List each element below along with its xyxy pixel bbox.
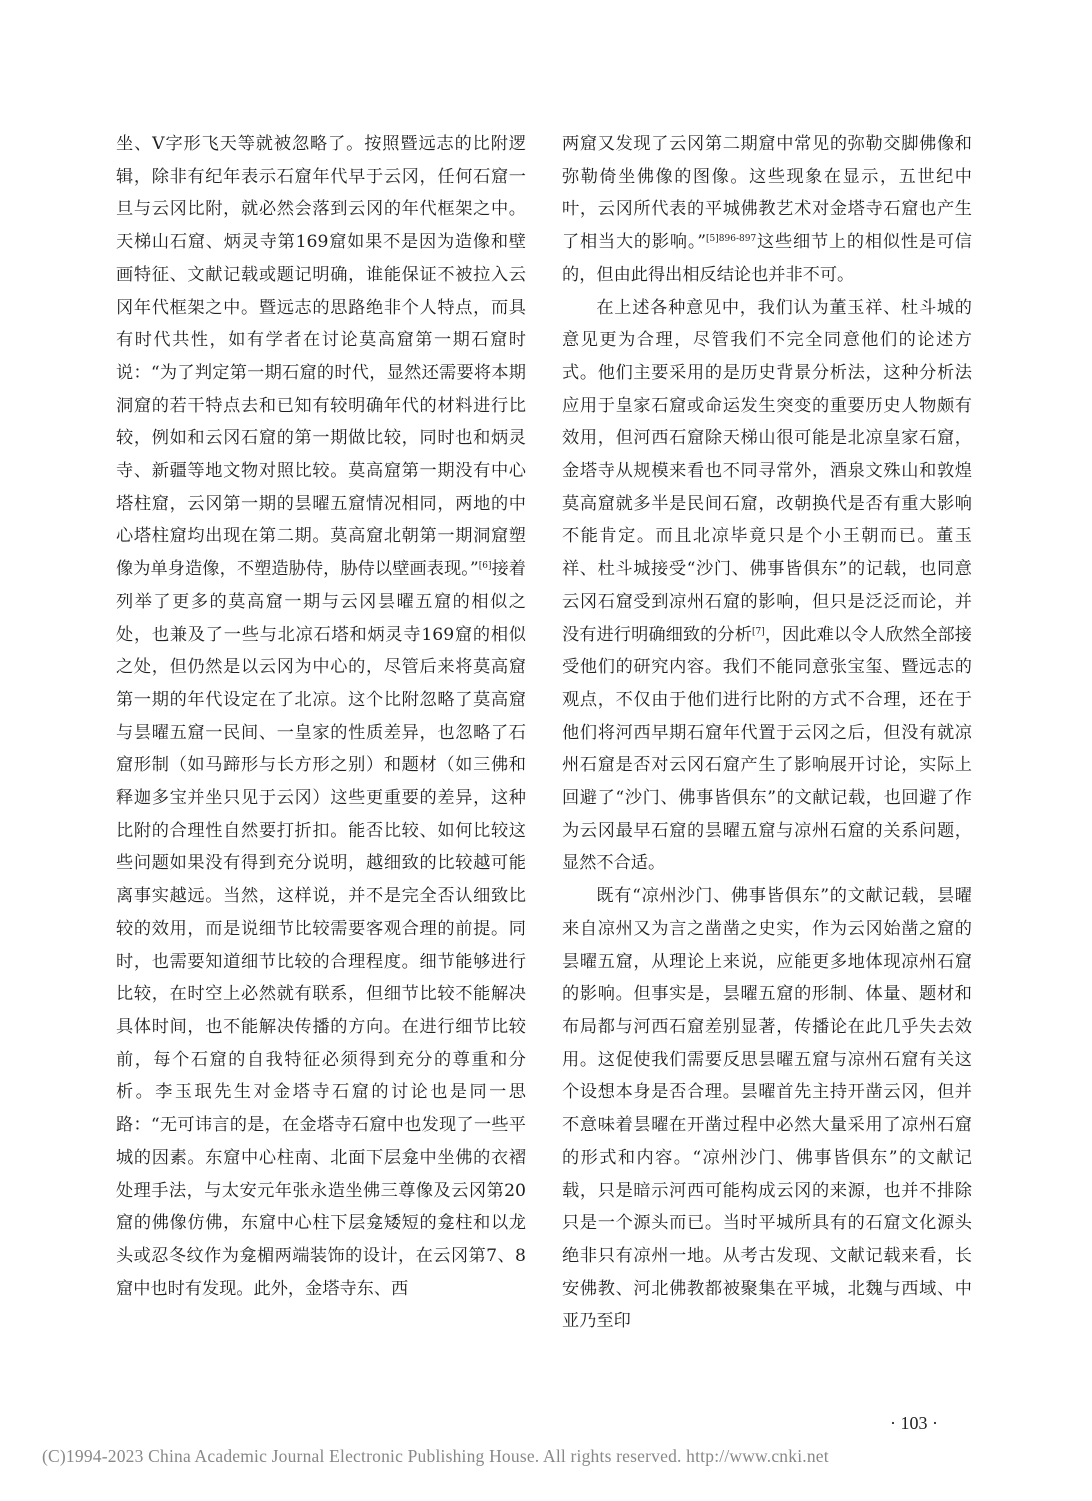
paragraph-text: 两窟又发现了云冈第二期窟中常见的弥勒交脚佛像和弥勒倚坐佛像的图像。这些现象在显示，五世纪中叶，云冈所代表的平城佛教艺术对金塔寺石窟也产生了相当大的影响。” [562,134,972,253]
paragraph [562,128,972,292]
paragraph [562,292,972,881]
paragraph: 既有“凉州沙门、佛事皆俱东”的文献记载，昙曜来自凉州又为言之凿凿之史实，作为云冈始凿之窟的昙曜五窟，从理论上来说，应能更多地体现凉州石窟的影响。但事实是，昙曜五窟的形制、体量、题材和布局都与河西石窟差别显著，传播论在此几乎失去效用。这促使我们需要反思昙曜五窟与凉州石窟有关这个设想本身是否合理。昙曜首先主持开凿云冈，但并不意味着昙曜在开凿过程中必然大量采用了凉州石窟的形式和内容。“凉州沙门、佛事皆俱东”的文献记载，只是暗示河西可能构成云冈的来源，也并不排除只是一个源头而已。当时平城所具有的石窟文化源头绝非只有凉州一地。从考古发现、文献记载来看，长安佛教、河北佛教都被聚集在平城，北魏与西域、中亚乃至印 [562,886,972,1332]
paragraph [116,128,526,1305]
copyright-notice: (C)1994-2023 China Academic Journal Electronic Publishing House. All rights reserved. http://www.cnki.net [42,1446,829,1466]
right-column [562,128,972,1338]
page-number: · 103 · [890,1413,938,1433]
citation-ref: [6] [478,561,492,572]
citation-ref: [5]896-897 [706,234,757,245]
paragraph-text: 在上述各种意见中，我们认为董玉祥、杜斗城的意见更为合理，尽管我们不完全同意他们的论述方式。他们主要采用的是历史背景分析法，这种分析法应用于皇家石窟或命运发生突变的重要历史人物颇有效用，但河西石窟除天梯山很可能是北凉皇家石窟，金塔寺从规模来看也不同寻常外，酒泉文殊山和敦煌莫高窟就多半是民间石窟，改朝换代是否有重大影响不能肯定。而且北凉毕竟只是个小王朝而已。董玉祥、杜斗城接受“沙门、佛事皆俱东”的记载，也同意云冈石窟受到凉州石窟的影响，但只是泛泛而论，并没有进行明确细致的分析 [562,297,972,645]
citation-ref: [7] [751,626,765,637]
paragraph-text: 坐、V字形飞天等就被忽略了。按照暨远志的比附逻辑，除非有纪年表示石窟年代早于云冈，任何石窟一旦与云冈比附，就必然会落到云冈的年代框架之中。天梯山石窟、炳灵寺第169窟如果不是因为造像和壁画特征、文献记载或题记明确，谁能保证不被拉入云冈年代框架之中。暨远志的思路绝非个人特点，而具有时代共性，如有学者在讨论莫高窟第一期石窟时说：“为了判定第一期石窟的时代，显然还需要将本期洞窟的若干特点去和已知有较明确年代的材料进行比较，例如和云冈石窟的第一期做比较，同时也和炳灵寺、新疆等地文物对照比较。莫高窟第一期没有中心塔柱窟，云冈第一期的昙曜五窟情况相同，两地的中心塔柱窟均出现在第二期。莫高窟北朝第一期洞窟塑像为单身造像，不塑造胁侍，胁侍以壁画表现。” [116,134,526,580]
paragraph-text: 这些细节上的相似性是可信的，但由此得出相反结论也并非不可。 [562,232,972,285]
left-column [116,128,526,1305]
paragraph-text: ，因此难以令人欣然全部接受他们的研究内容。我们不能同意张宝玺、暨远志的观点，不仅由于他们进行比附的方式不合理，还在于他们将河西早期石窟年代置于云冈之后，但没有就凉州石窟是否对云冈石窟产生了影响展开讨论，实际上回避了“沙门、佛事皆俱东”的文献记载，也回避了作为云冈最早石窟的昙曜五窟与凉州石窟的关系问题，显然不合适。 [562,624,972,874]
paragraph-text: 接着列举了更多的莫高窟一期与云冈昙曜五窟的相似之处，也兼及了一些与北凉石塔和炳灵寺169窟的相似之处，但仍然是以云冈为中心的，尽管后来将莫高窟第一期的年代设定在了北凉。这个比附忽略了莫高窟与昙曜五窟一民间、一皇家的性质差异，也忽略了石窟形制（如马蹄形与长方形之别）和题材（如三佛和释迦多宝并坐只见于云冈）这些更重要的差异，这种比附的合理性自然要打折扣。能否比较、如何比较这些问题如果没有得到充分说明，越细致的比较越可能离事实越远。当然，这样说，并不是完全否认细致比较的效用，而是说细节比较需要客观合理的前提。同时，也需要知道细节比较的合理程度。细节能够进行比较，在时空上必然就有联系，但细节比较不能解决具体时间，也不能解决传播的方向。在进行细节比较前，每个石窟的自我特征必须得到充分的尊重和分析。李玉珉先生对金塔寺石窟的讨论也是同一思路：“无可讳言的是，在金塔寺石窟中也发现了一些平城的因素。东窟中心柱南、北面下层龛中坐佛的衣褶处理手法，与太安元年张永造坐佛三尊像及云冈第20窟的佛像仿佛，东窟中心柱下层龛矮短的龛柱和以龙头或忍冬纹作为龛楣两端装饰的设计，在云冈第7、8窟中也时有发现。此外，金塔寺东、西 [116,559,526,1299]
